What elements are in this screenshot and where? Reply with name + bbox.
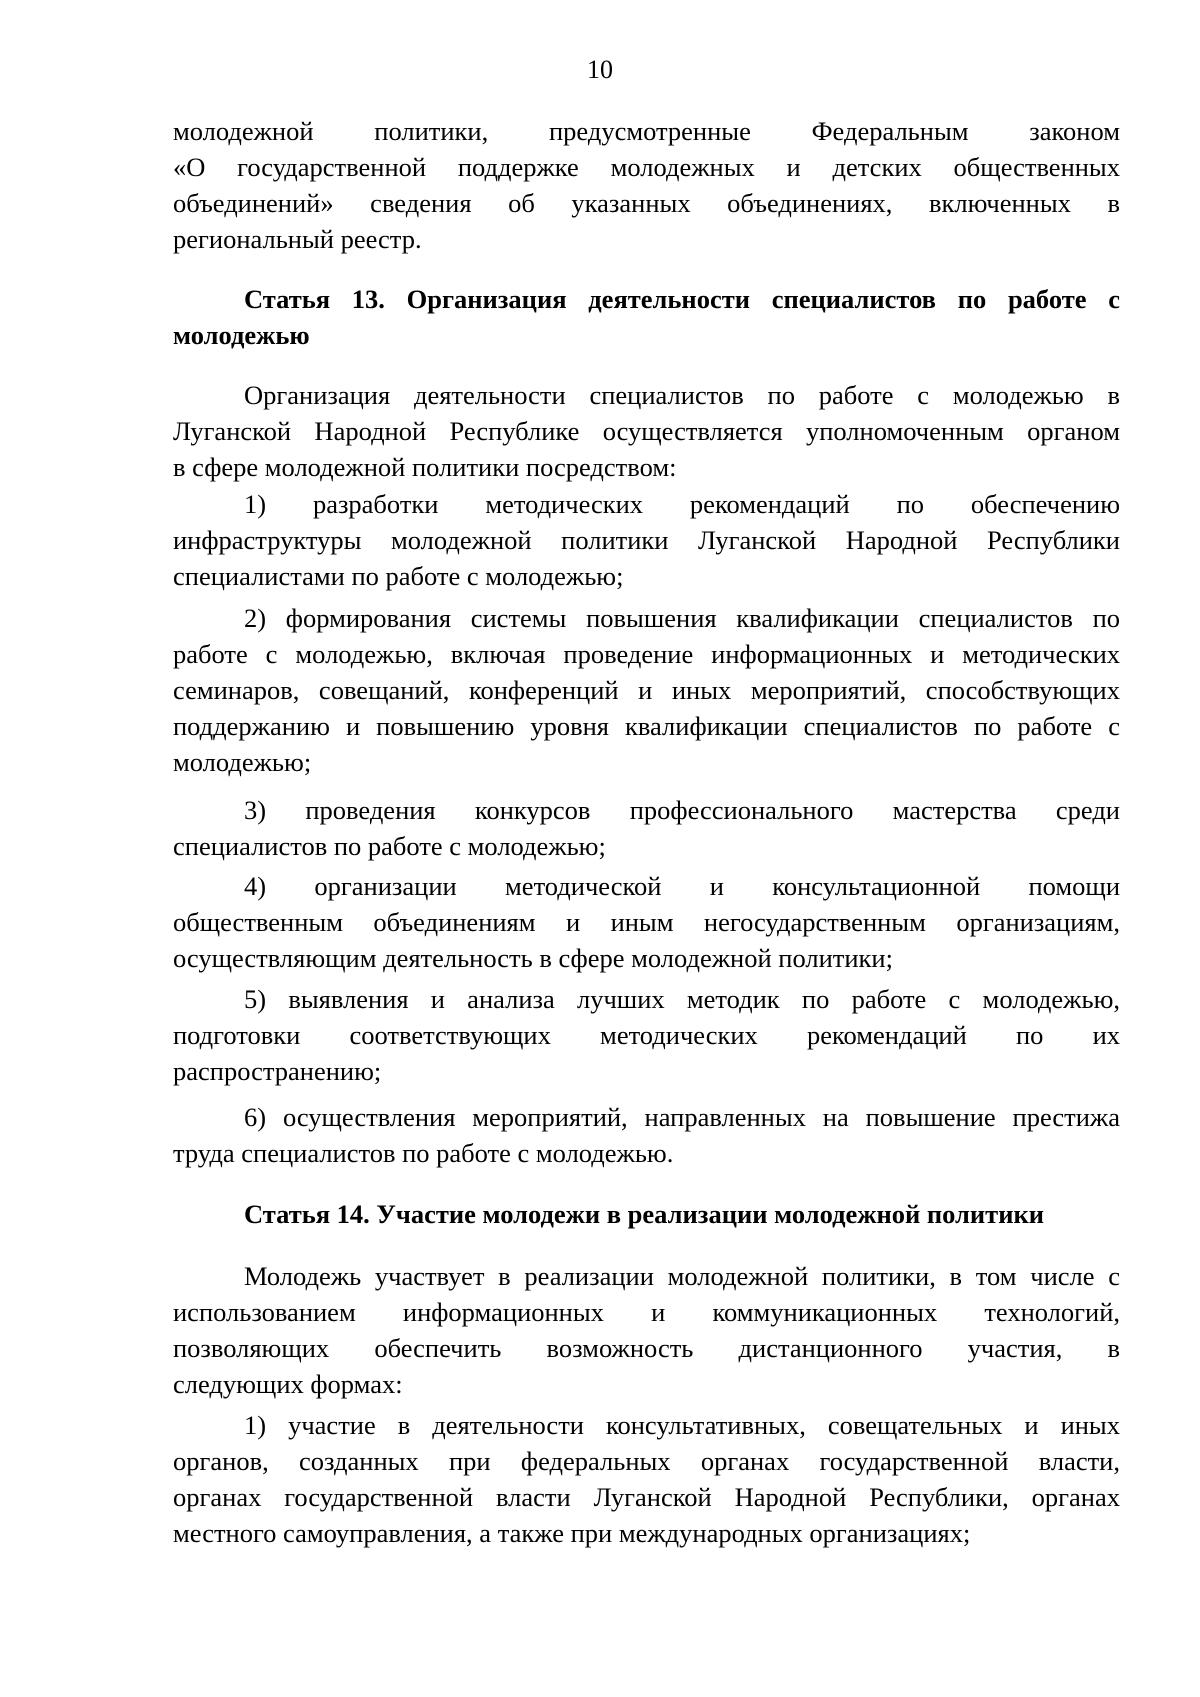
list-item: 5) выявления и анализа лучших методик по работе с молодежью, xyxy=(244,984,1120,1014)
text-line: молодежью; xyxy=(173,747,312,777)
text-line: семинаров, совещаний, конференций и иных мероприятий, способствующих xyxy=(173,675,1120,705)
article-14-heading: Статья 14. Участие молодежи в реализации молодежной политики xyxy=(244,1199,1045,1229)
text-line: подготовки соответствующих методических рекомендаций по их xyxy=(173,1020,1120,1050)
list-item: 4) организации методической и консультационной помощи xyxy=(244,871,1120,901)
text-line: региональный реестр. xyxy=(173,224,422,254)
text-line: местного самоуправления, а также при международных организациях; xyxy=(173,1518,971,1548)
list-item: 2) формирования системы повышения квалификации специалистов по xyxy=(244,603,1120,633)
text-line: органов, созданных при федеральных органах государственной власти, xyxy=(173,1446,1120,1476)
text-line: труда специалистов по работе с молодежью. xyxy=(173,1138,674,1168)
text-line: Организация деятельности специалистов по работе с молодежью в xyxy=(244,380,1120,410)
list-item: 3) проведения конкурсов профессионального мастерства среди xyxy=(244,795,1120,825)
text-line: органах государственной власти Луганской Народной Республики, органах xyxy=(173,1482,1120,1512)
text-line: распространению; xyxy=(173,1056,382,1086)
text-line: объединений» сведения об указанных объединениях, включенных в xyxy=(173,188,1120,218)
text-line: поддержанию и повышению уровня квалификации специалистов по работе с xyxy=(173,711,1120,741)
article-13-heading: Статья 13. Организация деятельности специалистов по работе с xyxy=(244,284,1120,314)
text-line: молодежной политики, предусмотренные Федеральным законом xyxy=(173,116,1120,146)
text-line: следующих формах: xyxy=(173,1369,403,1399)
text-line: осуществляющим деятельность в сфере молодежной политики; xyxy=(173,943,893,973)
list-item: 1) разработки методических рекомендаций по обеспечению xyxy=(244,489,1120,519)
text-line: работе с молодежью, включая проведение информационных и методических xyxy=(173,639,1120,669)
text-line: использованием информационных и коммуникационных технологий, xyxy=(173,1297,1120,1327)
text-line: общественным объединениям и иным негосударственным организациям, xyxy=(173,907,1120,937)
text-line: специалистов по работе с молодежью; xyxy=(173,831,606,861)
text-line: Луганской Народной Республике осуществляется уполномоченным органом xyxy=(173,416,1120,446)
page-number: 10 xyxy=(587,55,613,84)
text-line: позволяющих обеспечить возможность дистанционного участия, в xyxy=(173,1333,1120,1363)
text-line: Молодежь участвует в реализации молодежной политики, в том числе с xyxy=(244,1261,1120,1291)
text-line: в сфере молодежной политики посредством: xyxy=(173,452,677,482)
article-13-heading: молодежью xyxy=(173,320,310,350)
list-item: 1) участие в деятельности консультативных, совещательных и иных xyxy=(244,1410,1120,1440)
text-line: специалистами по работе с молодежью; xyxy=(173,561,624,591)
text-line: инфраструктуры молодежной политики Луганской Народной Республики xyxy=(173,525,1120,555)
list-item: 6) осуществления мероприятий, направленных на повышение престижа xyxy=(244,1102,1120,1132)
text-line: «О государственной поддержке молодежных и детских общественных xyxy=(173,152,1120,182)
